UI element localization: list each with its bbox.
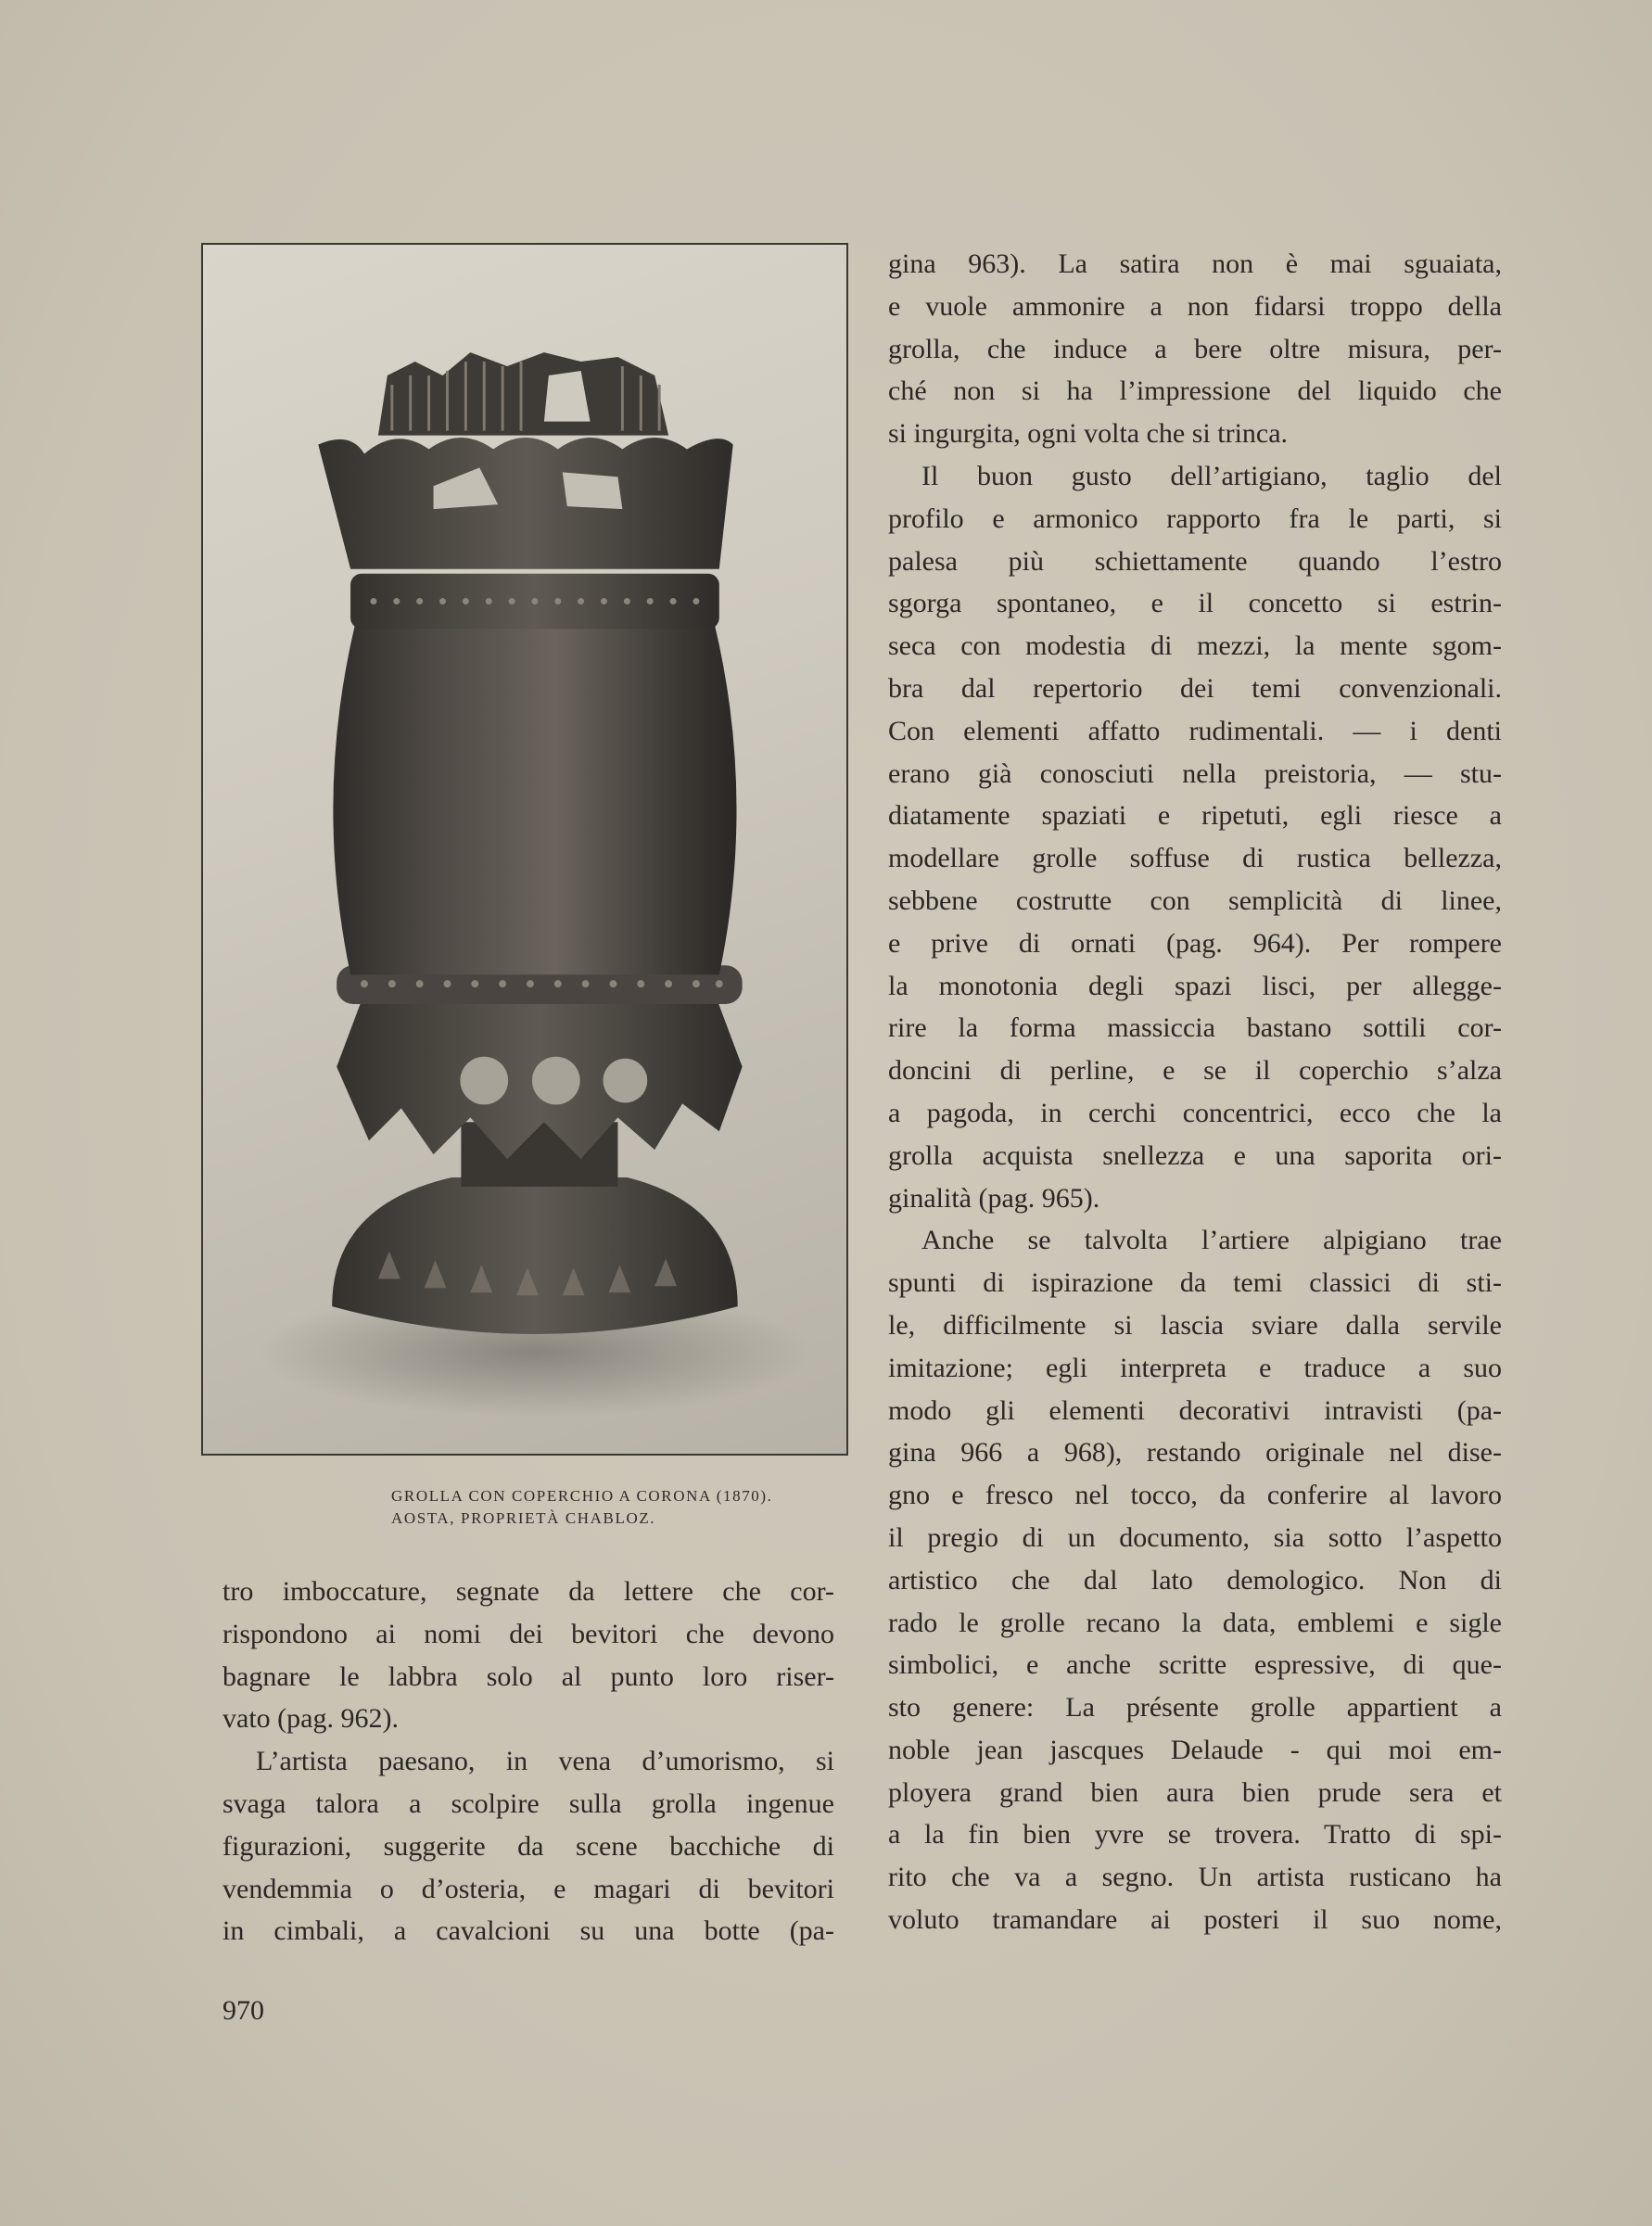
text-line: rado le grolle recano la data, emblemi e sigle	[888, 1607, 1502, 1638]
text-line: bra dal repertorio dei temi convenzionali.	[888, 672, 1502, 704]
text-line: sgorga spontaneo, e il concetto si estrin-	[888, 588, 1502, 619]
text-line: a la fin bien yvre se trovera. Tratto di spi-	[888, 1819, 1502, 1851]
text-line: gina 963). La satira non è mai sguaiata,	[888, 248, 1502, 279]
text-line: in cimbali, a cavalcioni su una botte (pa-	[222, 1915, 834, 1947]
text-line: rispondono ai nomi dei bevitori che devono	[222, 1618, 834, 1649]
text-line: artistico che dal lato demologico. Non di	[888, 1564, 1502, 1596]
figure-caption	[391, 1485, 873, 1530]
text-line: gno e fresco nel tocco, da conferire al lavoro	[888, 1480, 1502, 1511]
grolla-photograph	[201, 243, 848, 1456]
text-line: rire la forma massiccia bastano sottili cor-	[888, 1012, 1502, 1044]
text-line: gina 966 a 968), restando originale nel dise-	[888, 1437, 1502, 1469]
right-text-column	[888, 243, 1502, 1941]
caption-line: GROLLA CON COPERCHIO A CORONA (1870).	[391, 1487, 773, 1505]
text-line: voluto tramandare ai posteri il suo nome,	[888, 1904, 1502, 1936]
text-line: rito che va a segno. Un artista rusticano ha	[888, 1862, 1502, 1893]
text-line: sto genere: La présente grolle appartient a	[888, 1692, 1502, 1724]
text-line: Anche se talvolta l’artiere alpigiano trae	[921, 1225, 1502, 1256]
text-line: ginalità (pag. 965).	[888, 1182, 1100, 1214]
text-line: vendemmia o d’osteria, e magari di bevitori	[222, 1873, 834, 1904]
text-line: grolla, che induce a bere oltre misura, per-	[888, 333, 1502, 364]
text-line: L’artista paesano, in vena d’umorismo, si	[256, 1746, 834, 1777]
text-line: Il buon gusto dell’artigiano, taglio del	[921, 460, 1502, 491]
text-line: erano già conosciuti nella preistoria, — stu-	[888, 757, 1502, 789]
text-line: la monotonia degli spazi lisci, per allegge-	[888, 970, 1502, 1001]
text-line: a pagoda, in cerchi concentrici, ecco che la	[888, 1097, 1502, 1128]
text-line: ployera grand bien aura bien prude sera et	[888, 1776, 1502, 1808]
text-line: vato (pag. 962).	[222, 1703, 399, 1735]
text-line: modo gli elementi decorativi intravisti (pa-	[888, 1394, 1502, 1426]
text-line: tro imboccature, segnate da lettere che cor-	[222, 1576, 834, 1607]
text-line: modellare grolle soffuse di rustica bellezza,	[888, 843, 1502, 874]
page-number: 970	[222, 1995, 264, 2026]
text-line: doncini di perline, e se il coperchio s’alza	[888, 1055, 1502, 1087]
text-line: diatamente spaziati e ripetuti, egli riesce a	[888, 800, 1502, 832]
text-line: e vuole ammonire a non fidarsi troppo della	[888, 290, 1502, 322]
text-line: sebbene costrutte con semplicità di linee,	[888, 884, 1502, 916]
text-line: e prive di ornati (pag. 964). Per rompere	[888, 927, 1502, 959]
text-line: seca con modestia di mezzi, la mente sgom-	[888, 630, 1502, 662]
text-line: profilo e armonico rapporto fra le parti, si	[888, 502, 1502, 534]
text-line: le, difficilmente si lascia sviare dalla servile	[888, 1309, 1502, 1341]
caption-line: AOSTA, PROPRIETÀ CHABLOZ.	[391, 1509, 656, 1527]
text-line: Con elementi affatto rudimentali. — i denti	[888, 715, 1502, 746]
text-line: svaga talora a scolpire sulla grolla ingenue	[222, 1787, 834, 1819]
text-line: ché non si ha l’impressione del liquido che	[888, 375, 1502, 407]
text-line: imitazione; egli interpreta e traduce a suo	[888, 1352, 1502, 1383]
text-line: figurazioni, suggerite da scene bacchiche di	[222, 1830, 834, 1862]
text-line: palesa più schiettamente quando l’estro	[888, 545, 1502, 577]
text-line: spunti di ispirazione da temi classici di sti-	[888, 1267, 1502, 1299]
text-line: noble jean jascques Delaude - qui moi em-	[888, 1734, 1502, 1765]
text-line: simbolici, e anche scritte espressive, di que-	[888, 1649, 1502, 1681]
text-line: bagnare le labbra solo al punto loro riser-	[222, 1660, 834, 1692]
left-text-column	[222, 1571, 834, 1953]
text-line: grolla acquista snellezza e una saporita ori-	[888, 1139, 1502, 1171]
text-line: il pregio di un documento, sia sotto l’aspetto	[888, 1521, 1502, 1553]
text-line: si ingurgita, ogni volta che si trinca.	[888, 418, 1289, 450]
